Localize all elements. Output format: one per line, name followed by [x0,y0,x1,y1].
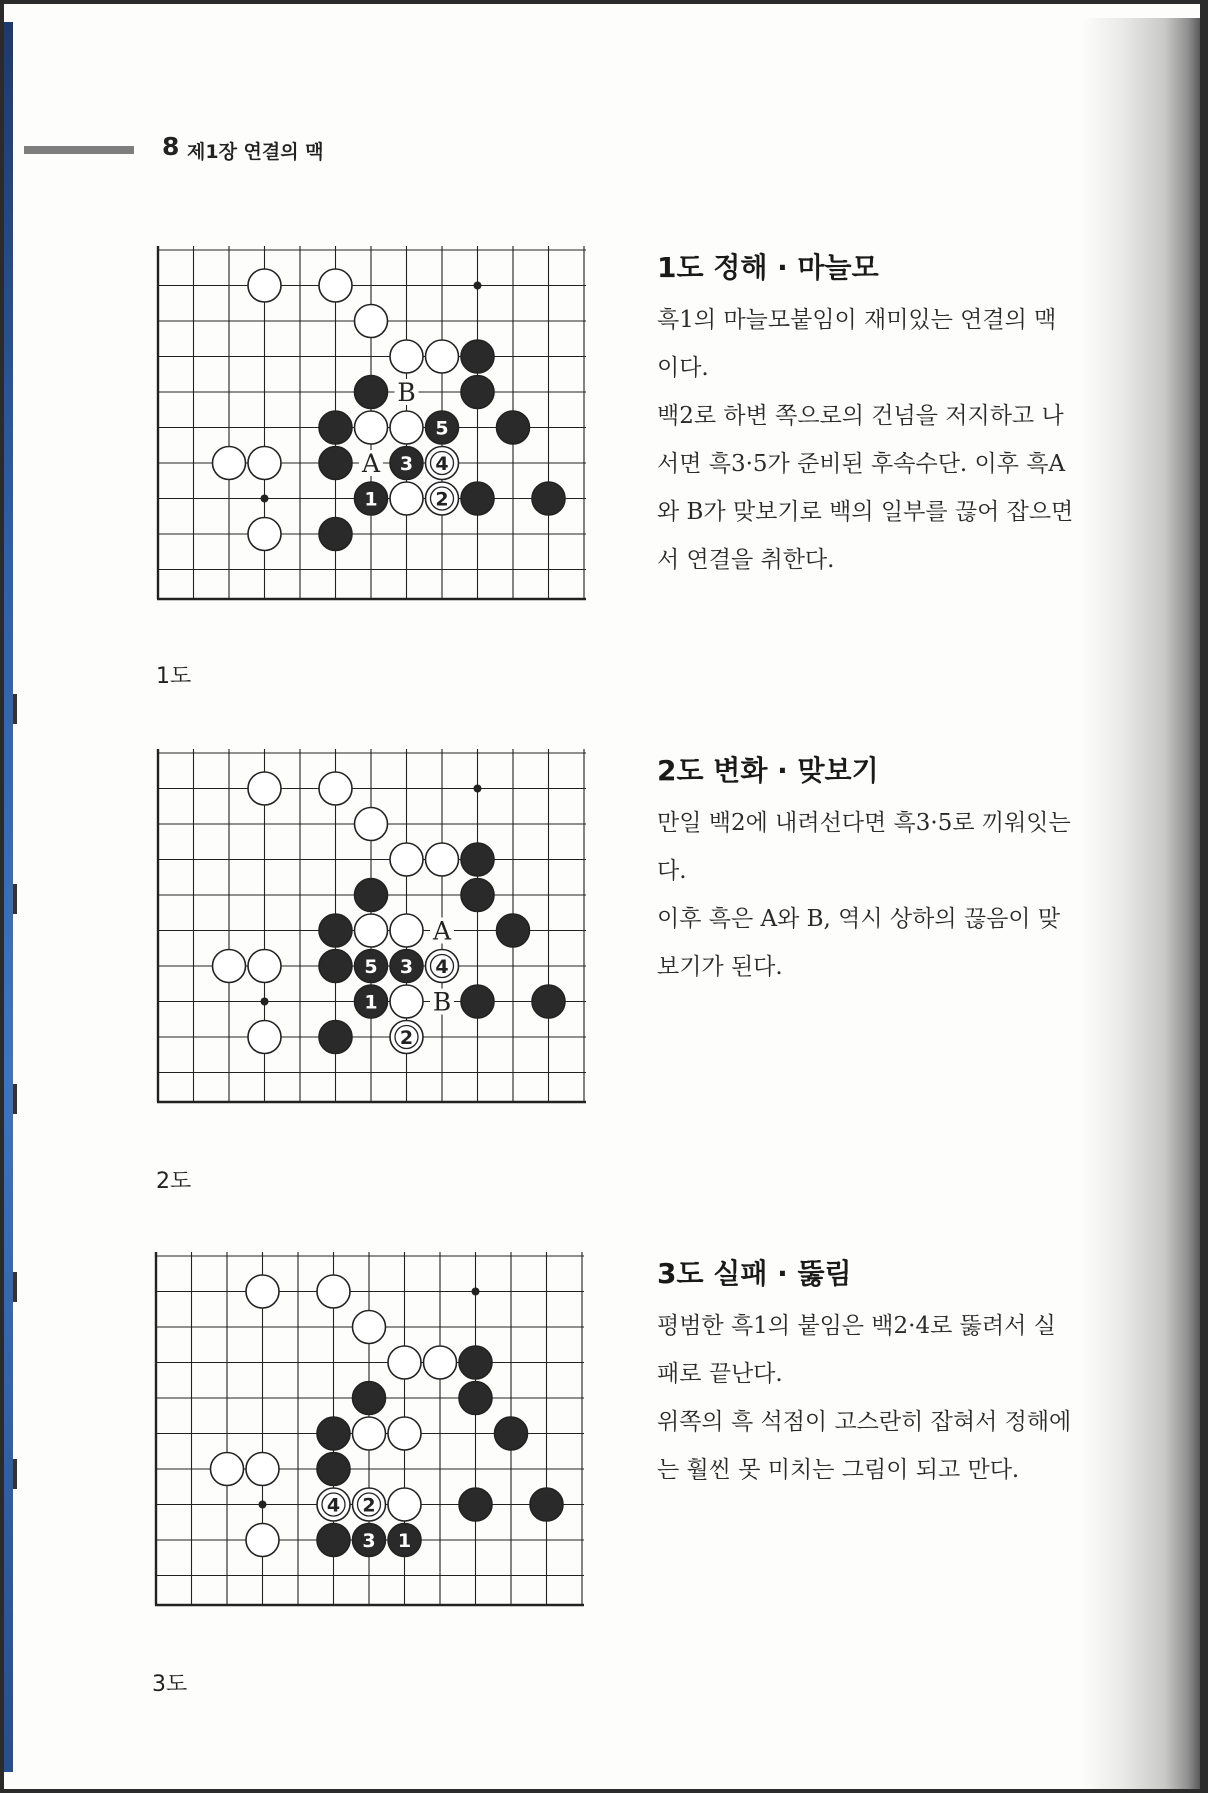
move-number: 1 [364,488,378,511]
move-number: 4 [435,453,449,475]
black-stone [497,914,530,947]
star-point [472,1288,480,1296]
white-stone [353,1417,386,1450]
white-stone [388,1488,421,1521]
white-stone [248,269,281,302]
black-stone [319,518,352,551]
black-stone [495,1417,528,1450]
spine-mark [13,884,17,914]
spine-mark [13,1084,17,1114]
go-board-diagram-1 [154,246,614,636]
move-number: 5 [364,956,378,978]
star-point [261,998,269,1006]
white-stone [213,950,246,983]
black-stone [355,376,388,409]
white-stone [213,447,246,480]
black-stone [530,1488,563,1521]
paragraph: 만일 백2에 내려선다면 흑3·5로 끼워잇는다. [657,810,1071,884]
white-stone [248,772,281,805]
move-number: 1 [397,1530,412,1552]
move-number: 2 [362,1494,376,1517]
move-number: 3 [399,453,414,475]
white-stone [426,843,459,876]
white-stone [248,447,281,480]
spine-mark [13,694,17,724]
point-label: A [361,449,381,478]
white-stone [390,985,423,1018]
black-stone [319,447,352,480]
black-stone [317,1453,350,1486]
paragraph: 평범한 흑1의 붙임은 백2·4로 뚫려서 실패로 끝난다. [657,1313,1056,1387]
section-heading: 2도 변화 · 맞보기 [657,754,879,787]
white-stone [246,1453,279,1486]
white-stone [248,518,281,551]
black-stone [461,376,494,409]
page-gutter-shadow [1082,18,1200,1789]
white-stone [355,411,388,444]
black-stone [497,411,530,444]
spine-mark [13,1459,17,1489]
move-number: 5 [435,417,449,440]
white-stone [388,1346,421,1379]
black-stone [532,985,565,1018]
header-rule [24,146,134,154]
paragraph: 이후 흑은 A와 B, 역시 상하의 끊음이 맞보기가 된다. [657,906,1061,980]
white-stone [355,808,388,841]
white-stone [390,482,423,515]
black-stone [355,879,388,912]
white-stone [248,1021,281,1054]
white-stone [211,1453,244,1486]
commentary-1 [657,246,1077,584]
black-stone [317,1524,350,1557]
white-stone [390,411,423,444]
white-stone [390,914,423,947]
black-stone [459,1346,492,1379]
diagram-caption: 1도 [156,664,192,689]
black-stone [459,1488,492,1521]
white-stone [388,1417,421,1450]
black-stone [461,482,494,515]
move-number: 3 [362,1530,376,1552]
white-stone [426,340,459,373]
white-stone [424,1346,457,1379]
white-stone [353,1311,386,1344]
page-number: 8 [162,132,180,161]
white-stone [246,1275,279,1308]
star-point [261,495,269,503]
move-number: 1 [364,991,378,1014]
white-stone [246,1524,279,1557]
white-stone [248,950,281,983]
move-number: 4 [326,1494,341,1517]
black-stone [461,985,494,1018]
move-number: 4 [435,956,449,978]
spine-mark [13,1272,17,1302]
black-stone [353,1382,386,1415]
white-stone [319,269,352,302]
go-board-diagram-2 [154,749,614,1139]
section-heading: 3도 실패 · 뚫림 [657,1257,852,1290]
black-stone [461,843,494,876]
white-stone [390,843,423,876]
point-label: B [397,378,416,407]
black-stone [319,914,352,947]
black-stone [461,879,494,912]
chapter-title: 제1장 연결의 맥 [187,141,324,163]
paragraph: 흑1의 마늘모붙임이 재미있는 연결의 맥이다. [657,307,1057,381]
paragraph: 위쪽의 흑 석점이 고스란히 잡혀서 정해에는 훨씬 못 미치는 그림이 되고 만다. [657,1409,1072,1483]
star-point [259,1501,267,1509]
commentary-2 [657,749,1077,991]
black-stone [319,1021,352,1054]
book-page [4,4,1200,1789]
commentary-3 [657,1252,1077,1494]
book-spine-edge [4,22,13,1772]
black-stone [532,482,565,515]
go-board-diagram-3 [152,1252,612,1642]
point-label: B [432,987,452,1017]
white-stone [390,340,423,373]
black-stone [459,1382,492,1415]
star-point [474,282,482,290]
star-point [474,785,482,793]
paragraph: 백2로 하변 쪽으로의 건넘을 저지하고 나서면 흑3·5가 준비된 후속수단. 이후 흑A와 B가 맞보기로 백의 일부를 끊어 잡으면서 연결을 취한다. [657,403,1074,573]
white-stone [317,1275,350,1308]
section-heading: 1도 정해 · 마늘모 [657,251,879,284]
move-number: 3 [399,956,414,978]
white-stone [319,772,352,805]
white-stone [355,305,388,338]
white-stone [355,914,388,947]
point-label: A [432,916,452,946]
diagram-caption: 3도 [152,1672,188,1697]
black-stone [319,950,352,983]
black-stone [319,411,352,444]
black-stone [461,340,494,373]
move-number: 2 [399,1027,414,1049]
diagram-caption: 2도 [156,1169,192,1194]
move-number: 2 [435,488,449,511]
black-stone [317,1417,350,1450]
